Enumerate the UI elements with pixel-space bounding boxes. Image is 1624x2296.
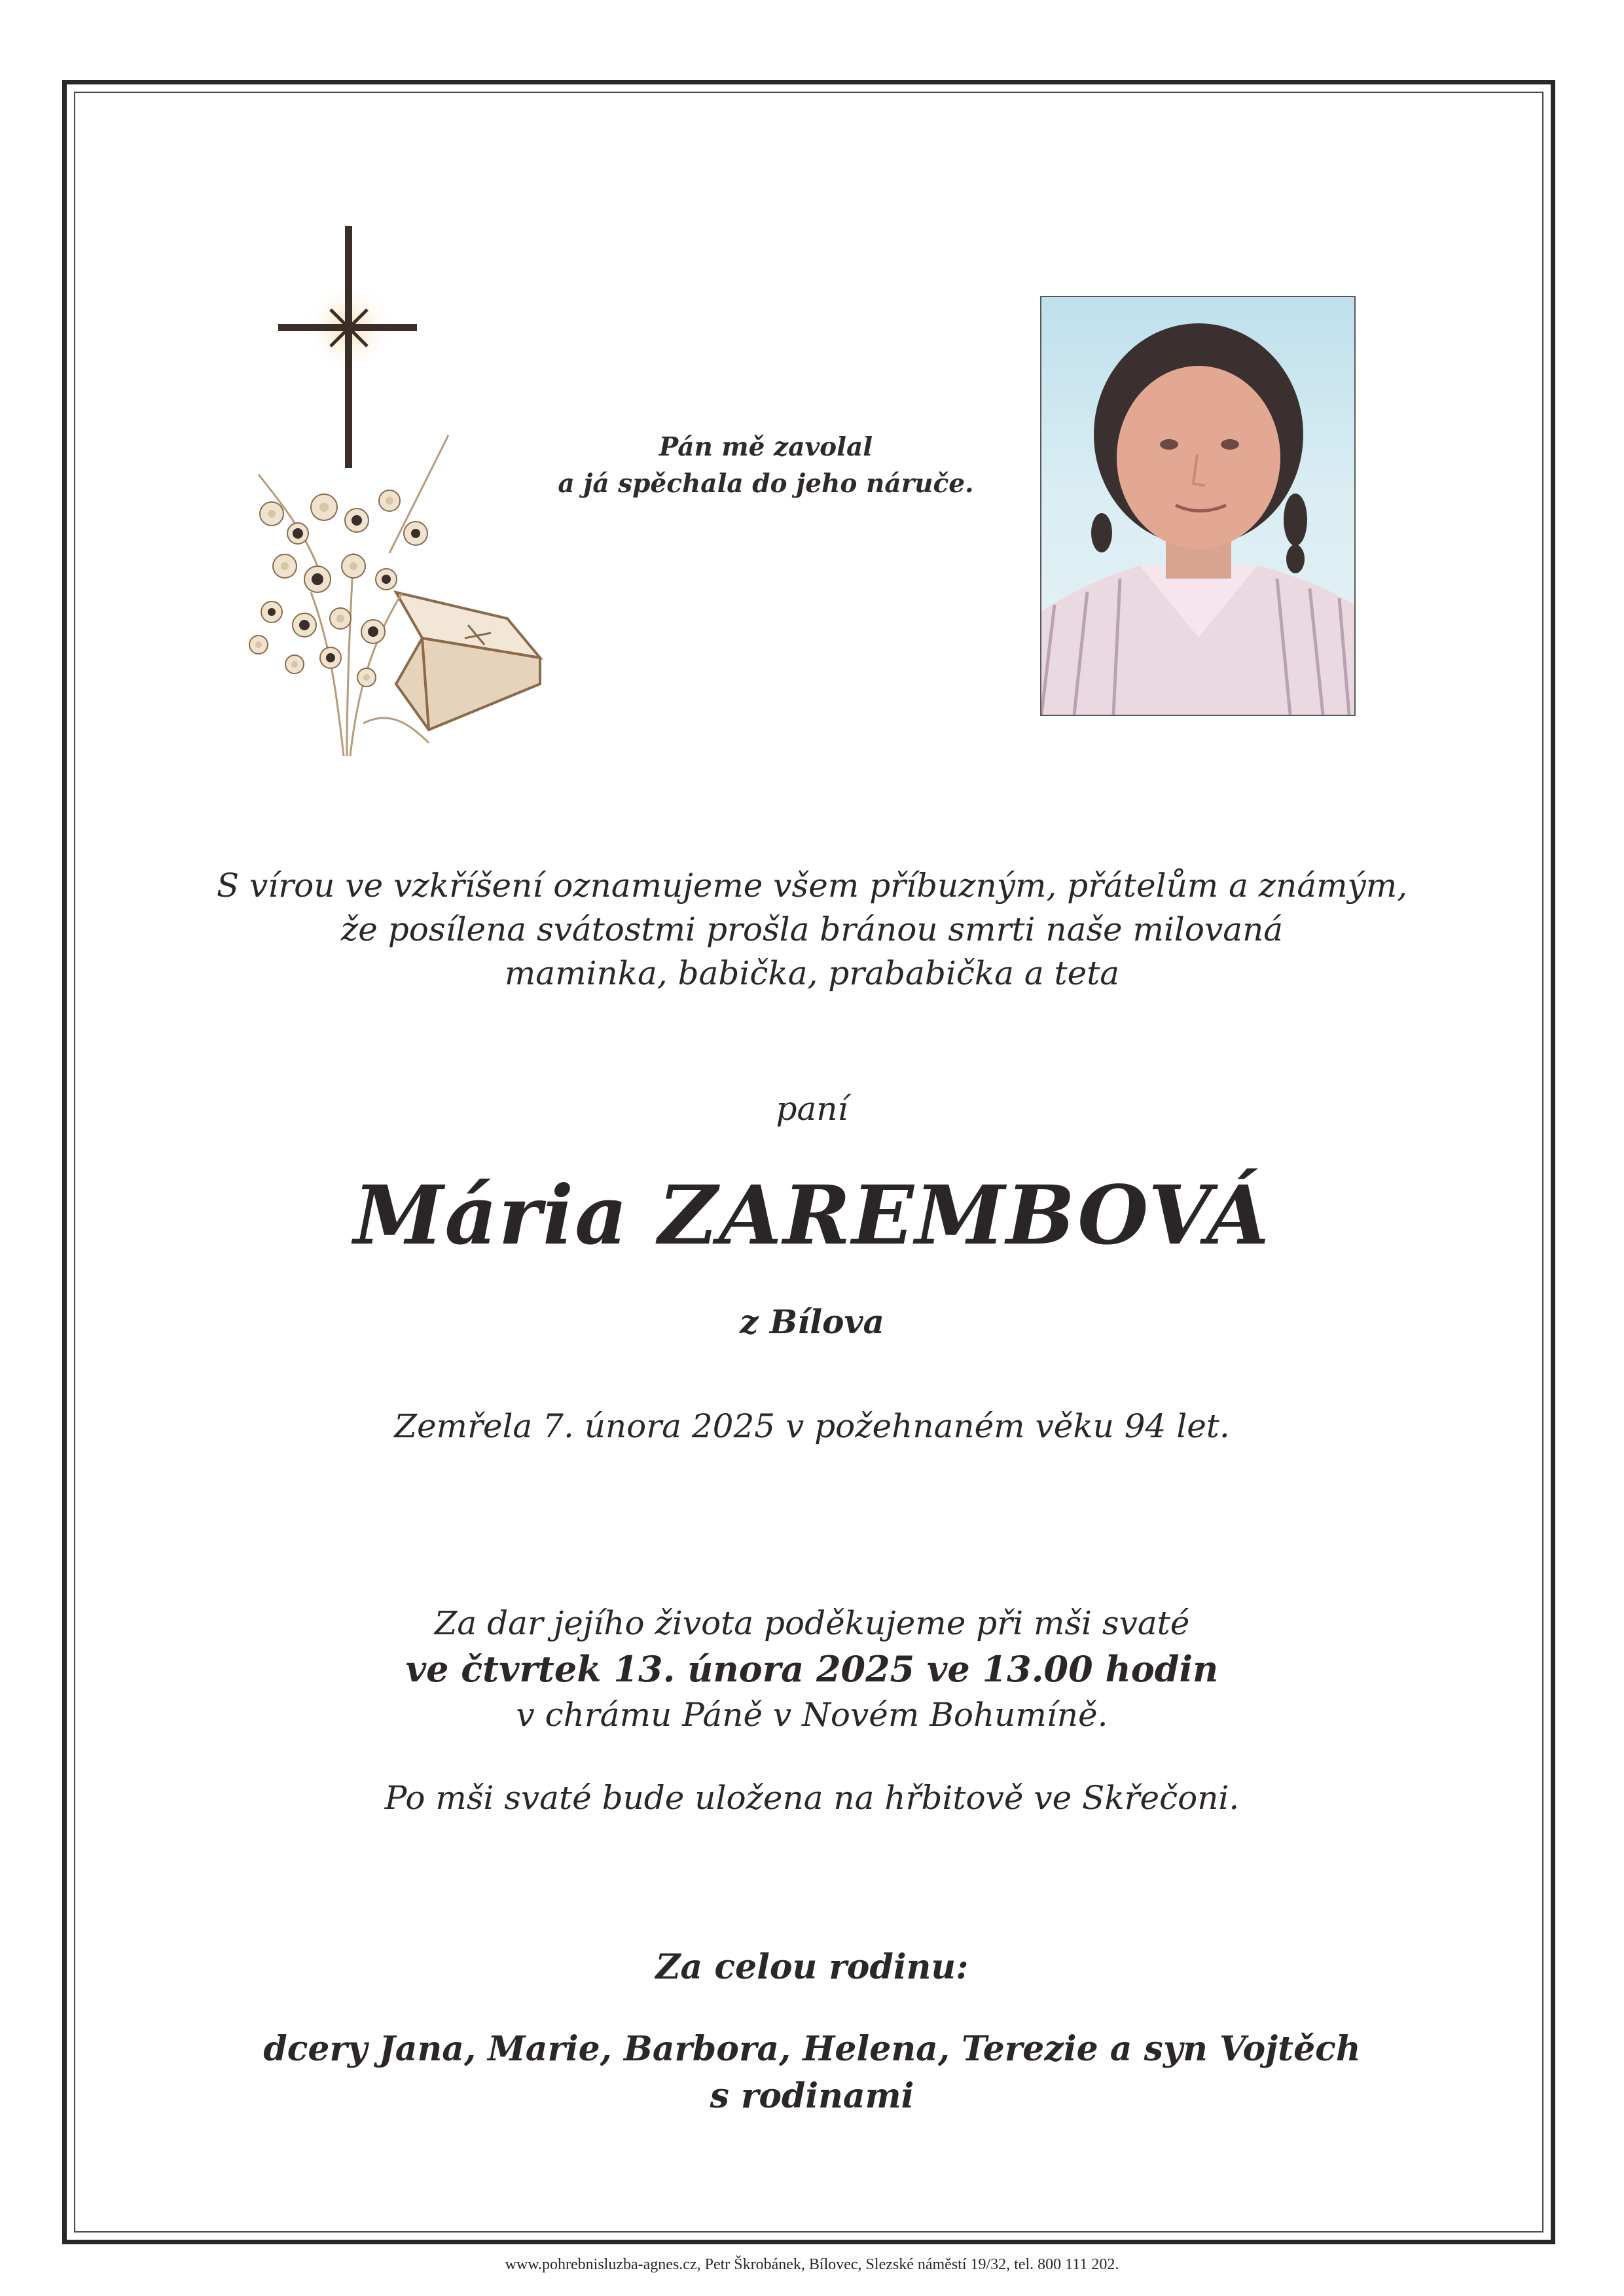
announcement-line-1: S vírou ve vzkříšení oznamujeme všem příbuzným, přátelům a známým, <box>216 867 1408 905</box>
announcement-text <box>131 864 1493 996</box>
family-members <box>131 2026 1493 2120</box>
footer-contact: www.pohrebnisluzba-agnes.cz, Petr Škrobánek, Bílovec, Slezské náměstí 19/32, tel. 800 111 202. <box>505 2256 1119 2273</box>
motto-line-1: Pán mě zavolal <box>659 432 873 462</box>
motto-line-2: a já spěchala do jeho náruče. <box>558 469 974 499</box>
ceremony-date-time: ve čtvrtek 13. února 2025 ve 13.00 hodin <box>405 1648 1219 1690</box>
deceased-name: Mária ZAREMBOVÁ <box>353 1168 1271 1263</box>
family-heading: Za celou rodinu: <box>655 1947 969 1987</box>
ceremony-details <box>131 1600 1493 1738</box>
announcement-line-2: že posílena svátostmi prošla bránou smrti naše milovaná <box>340 910 1284 948</box>
death-notice: Zemřela 7. února 2025 v požehnaném věku 94 let. <box>394 1407 1230 1445</box>
ceremony-line-1: Za dar jejího života poděkujeme při mši svaté <box>434 1604 1190 1642</box>
bible-book-icon <box>396 592 540 730</box>
deceased-origin: z Bílova <box>740 1302 884 1341</box>
portrait-placeholder <box>1041 297 1354 715</box>
motto <box>537 429 995 502</box>
ceremony-place: v chrámu Páně v Novém Bohumíně. <box>516 1696 1108 1734</box>
honorific-title: paní <box>776 1090 848 1128</box>
announcement-line-3: maminka, babička, prababička a teta <box>504 954 1120 992</box>
burial-notice: Po mši svaté bude uložena na hřbitově ve Skřečoni. <box>384 1779 1240 1817</box>
family-members-line-2: s rodinami <box>710 2076 914 2116</box>
cross-icon <box>278 226 417 468</box>
portrait-photo <box>1040 296 1356 716</box>
cross-flowers-art <box>232 226 560 769</box>
family-members-line-1: dcery Jana, Marie, Barbora, Helena, Terezie a syn Vojtěch <box>263 2029 1361 2069</box>
